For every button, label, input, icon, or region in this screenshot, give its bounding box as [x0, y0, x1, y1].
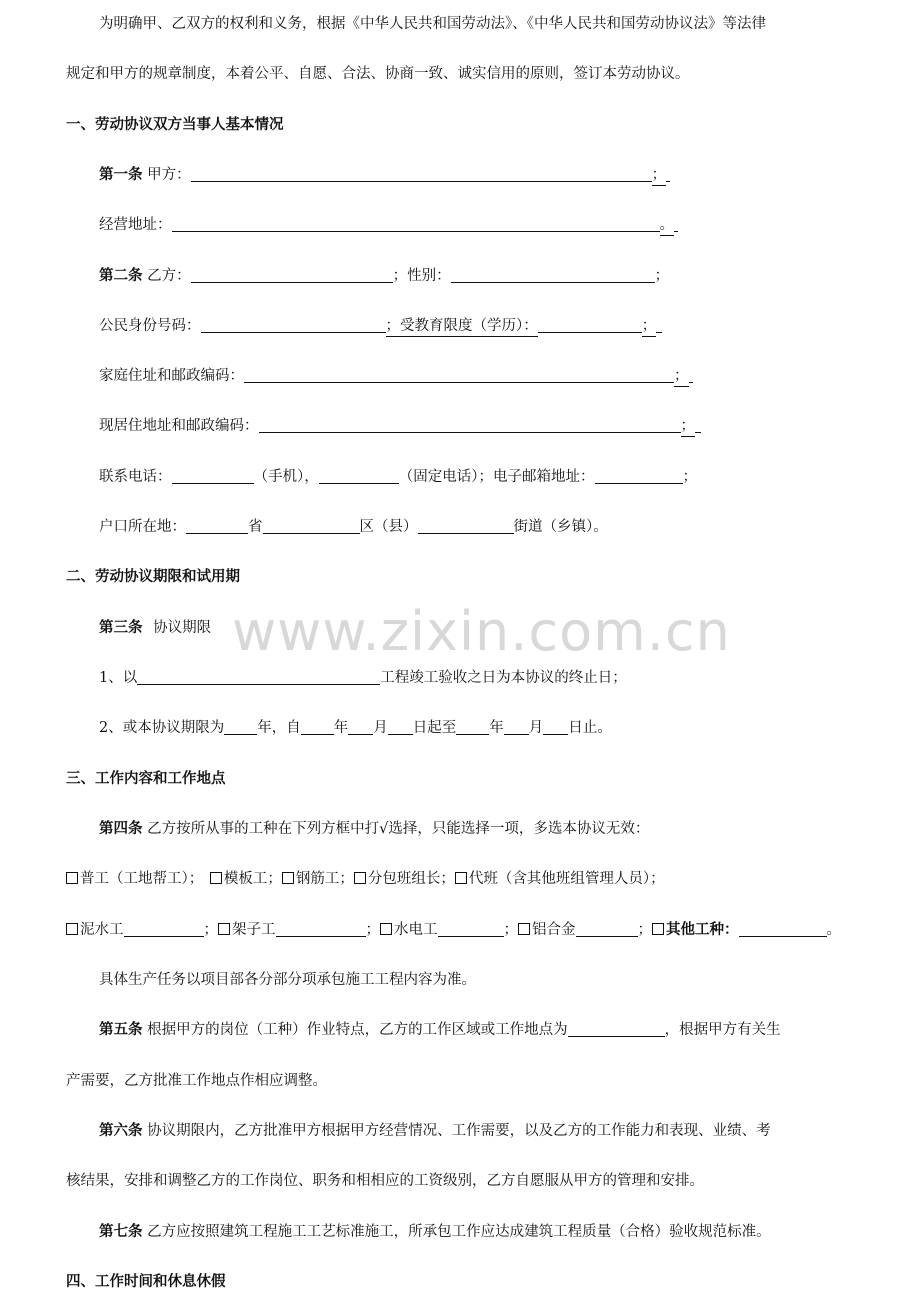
term-item-2 [99, 718, 920, 738]
phone-label: 联系电话： [99, 469, 172, 485]
checkbox-formwork[interactable] [210, 872, 222, 884]
end-year-blank[interactable] [456, 718, 489, 735]
address-blank[interactable] [172, 215, 660, 232]
article-7-label: 第七条 [99, 1224, 143, 1240]
term-year-from: 年，自 [257, 720, 301, 736]
article-6-line-2: 核结果，安排和调整乙方的工作岗位、职务和相相应的工资级别，乙方自愿服从甲方的管理和安排。 [66, 1173, 704, 1189]
intro-line-2: 规定和甲方的规章制度，本着公平、自愿、合法、协商一致、诚实信用的原则，签订本劳动协议。 [66, 66, 690, 82]
hukou-line [99, 517, 920, 537]
option-scaffolder: 架子工 [232, 922, 276, 938]
plasterer-blank[interactable] [124, 920, 204, 937]
option-other: 其他工种： [666, 922, 739, 938]
article-5-line-1 [99, 1020, 920, 1040]
party-b-label: 乙方： [147, 268, 191, 284]
end-year-label: 年 [489, 720, 504, 736]
article-5-label: 第五条 [99, 1022, 143, 1038]
checkbox-scaffolder[interactable] [218, 923, 230, 935]
start-day-blank[interactable] [388, 718, 413, 735]
start-year-label: 年 [333, 720, 349, 736]
education-label: ；受教育限度（学历）： [386, 316, 538, 337]
email-blank[interactable] [595, 467, 683, 484]
term-item-1 [99, 668, 920, 688]
checkbox-general-worker[interactable] [66, 872, 78, 884]
start-month-label: 月 [373, 720, 388, 736]
checkbox-rebar[interactable] [282, 872, 294, 884]
checkbox-subcontract-leader[interactable] [354, 872, 366, 884]
scaffolder-end: ； [365, 922, 380, 938]
current-address-blank[interactable] [259, 416, 681, 433]
option-general-worker: 普工（工地帮工）； [80, 871, 204, 887]
party-b-blank[interactable] [191, 266, 393, 283]
address-line [99, 215, 920, 236]
contact-line [99, 467, 920, 487]
landline-label: （固定电话）；电子邮箱地址： [398, 469, 595, 485]
other-end: 。 [826, 922, 841, 938]
street-blank[interactable] [418, 517, 514, 534]
party-a-line [99, 165, 920, 186]
id-line [99, 316, 920, 337]
electrician-end: ； [503, 922, 518, 938]
id-blank[interactable] [201, 316, 386, 333]
party-b-line [99, 266, 920, 286]
party-a-blank[interactable] [191, 165, 652, 182]
article-3-line [99, 618, 920, 638]
end-month-label: 月 [528, 720, 544, 736]
education-end: ； [642, 316, 657, 337]
party-a-label: 甲方： [147, 167, 191, 183]
current-address-label: 现居住地址和邮政编码： [99, 418, 259, 434]
option-formwork: 模板工； [223, 871, 282, 887]
work-location-blank[interactable] [568, 1020, 665, 1037]
article-7-line [99, 1222, 920, 1242]
education-blank[interactable] [538, 316, 642, 333]
landline-blank[interactable] [319, 467, 399, 484]
checkbox-other[interactable] [652, 923, 664, 935]
article-5-post: ，根据甲方有关生 [664, 1022, 781, 1038]
term-years-blank[interactable] [224, 718, 257, 735]
article-6-label: 第六条 [99, 1123, 143, 1139]
option-subcontract-leader: 分包班组长； [367, 871, 455, 887]
article-3-text: 协议期限 [153, 620, 212, 636]
checkbox-electrician[interactable] [380, 923, 392, 935]
option-aluminum: 铝合金 [532, 922, 576, 938]
gender-blank[interactable] [451, 266, 655, 283]
checkbox-aluminum[interactable] [518, 923, 530, 935]
article-6-text-1: 协议期限内，乙方批准甲方根据甲方经营情况、工作需要，以及乙方的工作能力和表现、业绩、考 [147, 1123, 771, 1139]
checkbox-deputy[interactable] [455, 872, 467, 884]
mobile-blank[interactable] [172, 467, 254, 484]
street-label: 街道（乡镇）。 [513, 519, 608, 535]
district-blank[interactable] [263, 517, 360, 534]
option-deputy: 代班（含其他班组管理人员）； [468, 871, 665, 887]
current-address-end: ； [681, 416, 696, 437]
article-4-text: 乙方按所从事的工种在下列方框中打√选择，只能选择一项，多选本协议无效： [147, 821, 650, 837]
province-label: 省 [248, 519, 263, 535]
plasterer-end: ； [203, 922, 218, 938]
job-options-row-1 [66, 869, 920, 889]
end-day-blank[interactable] [543, 718, 568, 735]
electrician-blank[interactable] [438, 920, 504, 937]
project-name-blank[interactable] [137, 668, 380, 685]
other-trade-blank[interactable] [739, 920, 827, 937]
article-3-label: 第三条 [99, 620, 143, 636]
address-label: 经营地址： [99, 217, 172, 233]
article-4-label: 第四条 [99, 821, 143, 837]
option-electrician: 水电工 [394, 922, 438, 938]
start-day-label: 日起至 [412, 720, 457, 736]
intro-line-1: 为明确甲、乙双方的权利和义务，根据《中华人民共和国劳动法》、《中华人民共和国劳动协议法》等法律 [99, 16, 766, 32]
hukou-label: 户口所在地： [99, 519, 186, 535]
gender-end: ； [654, 268, 670, 284]
task-note: 具体生产任务以项目部各分部分项承包施工工程内容为准。 [99, 972, 476, 988]
article-2-label: 第二条 [99, 268, 143, 284]
article-4-line [99, 819, 920, 839]
aluminum-end: ； [637, 922, 652, 938]
home-address-blank[interactable] [244, 366, 674, 383]
article-7-text: 乙方应按照建筑工程施工工艺标准施工，所承包工作应达成建筑工程质量（合格）验收规范标准。 [147, 1224, 771, 1240]
term-item-1-pre: 1、以 [99, 670, 138, 686]
home-address-line [99, 366, 920, 387]
province-blank[interactable] [186, 517, 248, 534]
district-label: 区（县） [359, 519, 418, 535]
article-6-line-1 [99, 1121, 920, 1141]
end-month-blank[interactable] [504, 718, 529, 735]
email-end: ； [682, 469, 697, 485]
checkbox-plasterer[interactable] [66, 923, 78, 935]
watermark: www.zixin.com.cn [232, 600, 731, 663]
start-month-blank[interactable] [348, 718, 373, 735]
party-a-end: ； [652, 165, 667, 186]
option-plasterer: 泥水工 [80, 922, 124, 938]
article-5-line-2: 产需要，乙方批准工作地点作相应调整。 [66, 1073, 327, 1089]
mobile-label: （手机）， [253, 469, 319, 485]
home-address-label: 家庭住址和邮政编码： [99, 368, 244, 384]
gender-label: ；性别： [392, 268, 451, 284]
option-rebar: 钢筋工； [295, 871, 354, 887]
section-2-title: 二、劳动协议期限和试用期 [66, 569, 240, 585]
start-year-blank[interactable] [301, 718, 334, 735]
id-label: 公民身份号码： [99, 318, 201, 334]
section-4-title: 四、工作时间和休息休假 [66, 1274, 226, 1290]
address-end: 。 [660, 215, 675, 236]
article-5-pre: 根据甲方的岗位（工种）作业特点，乙方的工作区域或工作地点为 [147, 1022, 568, 1038]
term-item-2-pre: 2、或本协议期限为 [99, 720, 225, 736]
aluminum-blank[interactable] [576, 920, 638, 937]
current-address-line [99, 416, 920, 437]
home-address-end: ； [674, 366, 689, 387]
section-1-title: 一、劳动协议双方当事人基本情况 [66, 117, 284, 133]
term-item-1-post: 工程竣工验收之日为本协议的终止日； [380, 670, 627, 686]
end-day-label: 日止。 [568, 720, 612, 736]
section-3-title: 三、工作内容和工作地点 [66, 771, 226, 787]
job-options-row-2 [66, 920, 920, 940]
article-1-label: 第一条 [99, 167, 143, 183]
scaffolder-blank[interactable] [276, 920, 366, 937]
